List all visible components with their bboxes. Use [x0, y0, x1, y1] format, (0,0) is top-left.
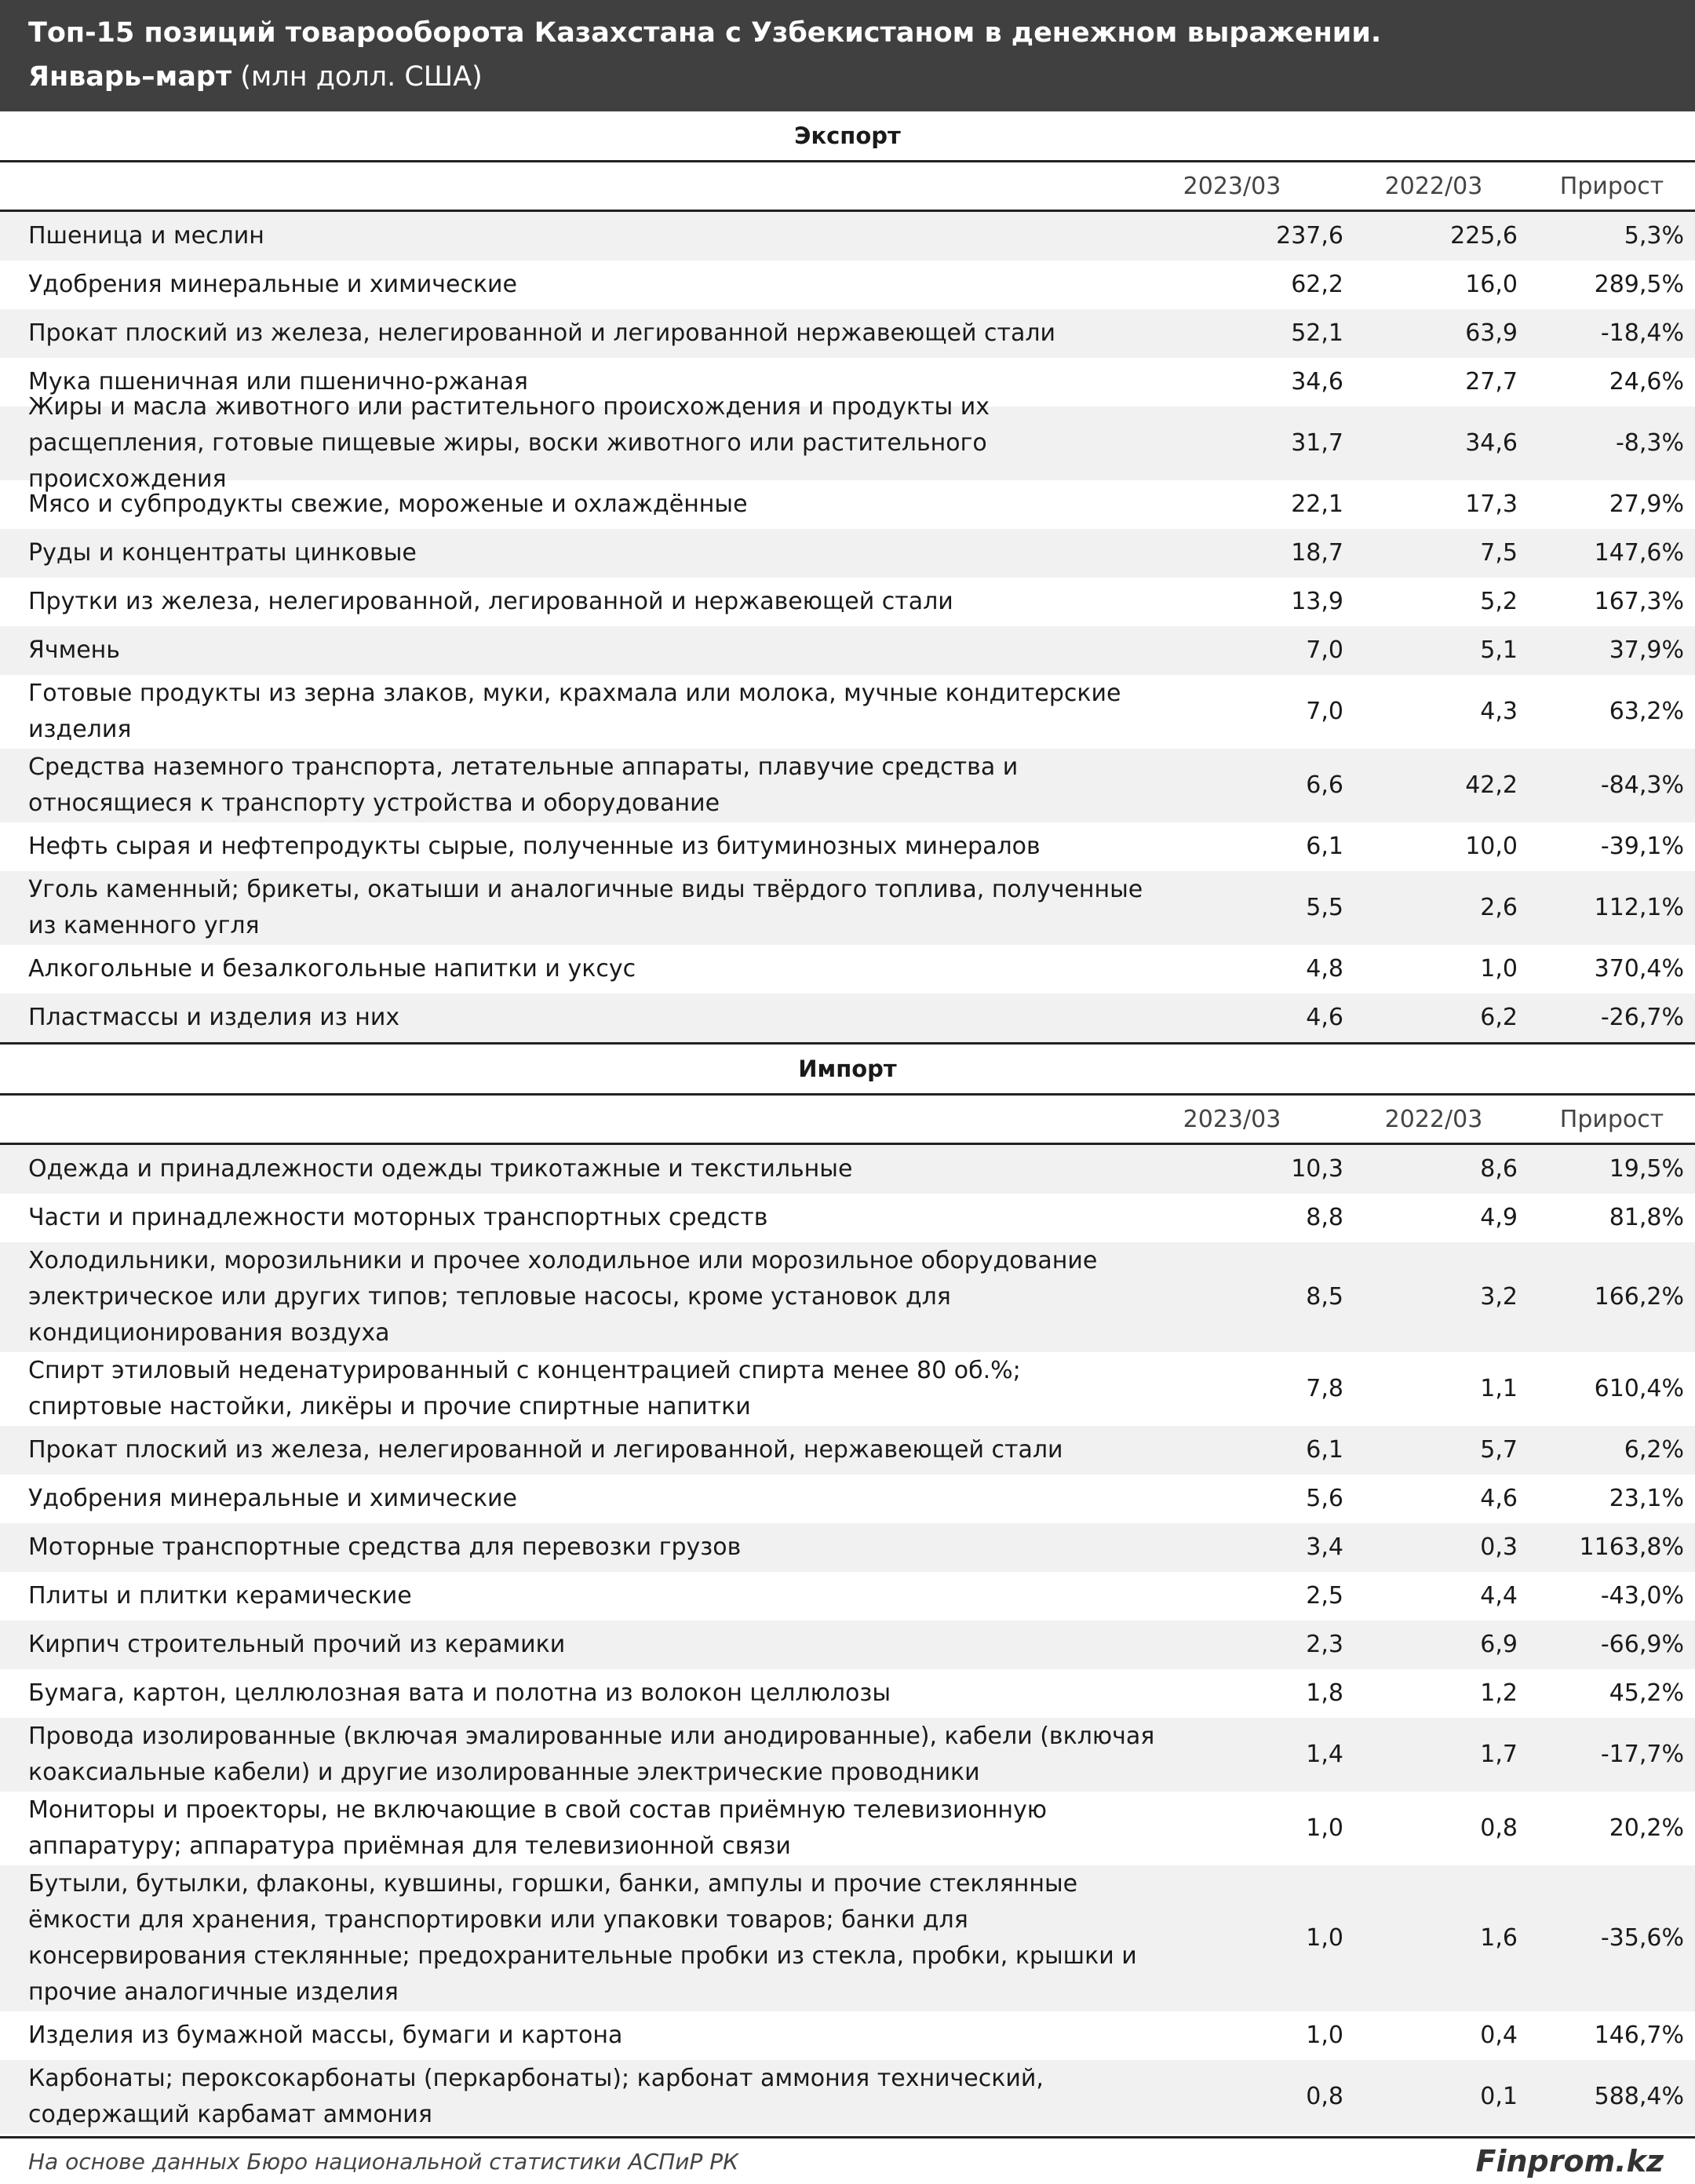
source-note: На основе данных Бюро национальной статистики АСПиР РК	[28, 2148, 739, 2175]
value-2022: 4,4	[1480, 1582, 1518, 1610]
value-2023: 8,5	[1306, 1283, 1343, 1311]
period-label: Январь–март	[28, 61, 232, 93]
value-2023: 2,5	[1306, 1582, 1343, 1610]
value-2023: 22,1	[1291, 490, 1343, 518]
value-2022: 1,6	[1480, 1924, 1518, 1952]
growth-value: 147,6%	[1594, 539, 1684, 567]
table-row	[0, 212, 1695, 261]
value-2022: 16,0	[1465, 271, 1518, 298]
row-name: Изделия из бумажной массы, бумаги и картона	[28, 2022, 623, 2049]
value-2022: 0,4	[1480, 2022, 1518, 2049]
export-rows	[0, 212, 1695, 1042]
import-rows	[0, 1145, 1695, 2134]
column-header-2023: 2023/03	[1183, 1105, 1281, 1133]
table-row	[0, 1426, 1695, 1475]
value-2023: 4,6	[1306, 1004, 1343, 1031]
row-name: Мониторы и проекторы, не включающие в свой состав приёмную телевизионную аппаратуру; аппаратура приёмная для телевизионной связи	[28, 1796, 1048, 1860]
growth-value: 588,4%	[1594, 2083, 1684, 2110]
table-row	[0, 1242, 1695, 1352]
table-header	[0, 0, 1695, 111]
growth-value: 167,3%	[1594, 588, 1684, 615]
growth-value: -43,0%	[1600, 1582, 1684, 1610]
table-row	[0, 1718, 1695, 1792]
value-2022: 10,0	[1465, 833, 1518, 860]
row-name: Мясо и субпродукты свежие, мороженые и охлаждённые	[28, 490, 748, 518]
value-2023: 31,7	[1291, 429, 1343, 457]
row-name: Ячмень	[28, 636, 120, 664]
value-2023: 2,3	[1306, 1631, 1343, 1658]
row-name: Нефть сырая и нефтепродукты сырые, полученные из битуминозных минералов	[28, 833, 1041, 860]
column-header-growth: Прирост	[1559, 172, 1664, 200]
value-2023: 237,6	[1276, 222, 1343, 250]
row-name: Пластмассы и изделия из них	[28, 1004, 400, 1031]
value-2023: 4,8	[1306, 955, 1343, 983]
table-row	[0, 1145, 1695, 1194]
growth-value: -18,4%	[1600, 319, 1684, 347]
row-name: Мука пшеничная или пшенично-ржаная	[28, 368, 528, 396]
growth-value: -8,3%	[1615, 429, 1684, 457]
table-row	[0, 1792, 1695, 1865]
value-2022: 0,1	[1480, 2083, 1518, 2110]
value-2023: 6,1	[1306, 833, 1343, 860]
row-name: Бумага, картон, целлюлозная вата и полотна из волокон целлюлозы	[28, 1679, 891, 1707]
value-2022: 0,8	[1480, 1814, 1518, 1842]
value-2022: 6,2	[1480, 1004, 1518, 1031]
value-2022: 34,6	[1465, 429, 1518, 457]
value-2022: 1,7	[1480, 1741, 1518, 1768]
table-row	[0, 2060, 1695, 2134]
table-row	[0, 1621, 1695, 1669]
row-name: Кирпич строительный прочий из керамики	[28, 1631, 566, 1658]
row-name: Бутыли, бутылки, флаконы, кувшины, горшки, банки, ампулы и прочие стеклянные ёмкости для хранения, транспортировки или упаковки товаров; банки для консервирования стеклянные; предохранительные пробки из стекла, пробки, крышки и прочие аналогичные изделия	[28, 1870, 1137, 2006]
row-name: Удобрения минеральные и химические	[28, 1485, 518, 1512]
value-2022: 17,3	[1465, 490, 1518, 518]
growth-value: 19,5%	[1609, 1155, 1684, 1183]
table-row	[0, 1475, 1695, 1523]
growth-value: 63,2%	[1609, 698, 1684, 725]
table-row	[0, 994, 1695, 1042]
value-2023: 1,0	[1306, 1814, 1343, 1842]
table-row	[0, 1194, 1695, 1242]
value-2022: 2,6	[1480, 894, 1518, 921]
row-name: Прокат плоский из железа, нелегированной и легированной нержавеющей стали	[28, 319, 1055, 347]
growth-value: 27,9%	[1609, 490, 1684, 518]
value-2022: 1,1	[1480, 1375, 1518, 1402]
growth-value: 610,4%	[1594, 1375, 1684, 1402]
growth-value: 5,3%	[1624, 222, 1684, 250]
section-title-import: Импорт	[0, 1045, 1695, 1096]
growth-value: -84,3%	[1600, 771, 1684, 799]
export-section	[0, 111, 1695, 1042]
row-name: Пшеница и меслин	[28, 222, 264, 250]
row-name: Уголь каменный; брикеты, окатыши и аналогичные виды твёрдого топлива, полученные из каменного угля	[28, 876, 1143, 939]
table-row	[0, 871, 1695, 945]
row-name: Прокат плоский из железа, нелегированной и легированной, нержавеющей стали	[28, 1436, 1063, 1464]
growth-value: 23,1%	[1609, 1485, 1684, 1512]
table-row	[0, 749, 1695, 822]
table-row	[0, 578, 1695, 626]
table-row	[0, 393, 1695, 493]
value-2022: 7,5	[1480, 539, 1518, 567]
value-2022: 6,9	[1480, 1631, 1518, 1658]
growth-value: -35,6%	[1600, 1924, 1684, 1952]
table-row	[0, 480, 1695, 529]
table-subtitle	[28, 55, 1695, 99]
row-name: Одежда и принадлежности одежды трикотажные и текстильные	[28, 1155, 853, 1183]
row-name: Моторные транспортные средства для перевозки грузов	[28, 1533, 742, 1561]
table-row	[0, 309, 1695, 358]
value-2023: 1,0	[1306, 2022, 1343, 2049]
value-2023: 62,2	[1291, 271, 1343, 298]
growth-value: 112,1%	[1594, 894, 1684, 921]
value-2023: 1,8	[1306, 1679, 1343, 1707]
table-row	[0, 822, 1695, 871]
column-header-row	[0, 162, 1695, 212]
value-2022: 8,6	[1480, 1155, 1518, 1183]
row-name: Прутки из железа, нелегированной, легированной и нержавеющей стали	[28, 588, 953, 615]
value-2022: 42,2	[1465, 771, 1518, 799]
column-header-2022: 2022/03	[1384, 172, 1483, 200]
growth-value: -17,7%	[1600, 1741, 1684, 1768]
value-2023: 5,5	[1306, 894, 1343, 921]
table-title: Топ-15 позиций товарооборота Казахстана с Узбекистаном в денежном выражении.	[28, 17, 1382, 49]
table-row	[0, 1865, 1695, 2011]
value-2022: 63,9	[1465, 319, 1518, 347]
unit-label: (млн долл. США)	[231, 61, 483, 93]
value-2023: 5,6	[1306, 1485, 1343, 1512]
column-header-2022: 2022/03	[1384, 1105, 1483, 1133]
growth-value: -26,7%	[1600, 1004, 1684, 1031]
row-name: Плиты и плитки керамические	[28, 1582, 412, 1610]
table-row	[0, 261, 1695, 309]
value-2022: 1,2	[1480, 1679, 1518, 1707]
row-name: Провода изолированные (включая эмалированные или анодированные), кабели (включая коаксиальные кабели) и другие изолированные электрические проводники	[28, 1723, 1155, 1786]
row-name: Спирт этиловый неденатурированный с концентрацией спирта менее 80 об.%; спиртовые настойки, ликёры и прочие спиртные напитки	[28, 1357, 1021, 1420]
row-name: Удобрения минеральные и химические	[28, 271, 518, 298]
value-2023: 7,0	[1306, 698, 1343, 725]
growth-value: 289,5%	[1594, 271, 1684, 298]
growth-value: 24,6%	[1609, 368, 1684, 396]
value-2023: 1,4	[1306, 1741, 1343, 1768]
growth-value: 370,4%	[1594, 955, 1684, 983]
row-name: Средства наземного транспорта, летательные аппараты, плавучие средства и относящиеся к транспорту устройства и оборудование	[28, 753, 1019, 817]
value-2023: 0,8	[1306, 2083, 1343, 2110]
table-row	[0, 529, 1695, 578]
value-2022: 4,6	[1480, 1485, 1518, 1512]
value-2022: 5,2	[1480, 588, 1518, 615]
growth-value: -39,1%	[1600, 833, 1684, 860]
value-2022: 5,1	[1480, 636, 1518, 664]
table-row	[0, 626, 1695, 675]
growth-value: 166,2%	[1594, 1283, 1684, 1311]
value-2022: 1,0	[1480, 955, 1518, 983]
column-header-growth: Прирост	[1559, 1105, 1664, 1133]
growth-value: 146,7%	[1594, 2022, 1684, 2049]
value-2023: 13,9	[1291, 588, 1343, 615]
value-2023: 1,0	[1306, 1924, 1343, 1952]
value-2022: 5,7	[1480, 1436, 1518, 1464]
table-row	[0, 1669, 1695, 1718]
growth-value: 37,9%	[1609, 636, 1684, 664]
table-row	[0, 1352, 1695, 1426]
value-2022: 4,3	[1480, 698, 1518, 725]
row-name: Карбонаты; пероксокарбонаты (перкарбонаты); карбонат аммония технический, содержащий карбамат аммония	[28, 2065, 1044, 2128]
value-2023: 52,1	[1291, 319, 1343, 347]
value-2022: 4,9	[1480, 1204, 1518, 1231]
growth-value: 6,2%	[1624, 1436, 1684, 1464]
growth-value: 1163,8%	[1579, 1533, 1684, 1561]
table-row	[0, 2011, 1695, 2060]
growth-value: -66,9%	[1600, 1631, 1684, 1658]
row-name: Холодильники, морозильники и прочее холодильное или морозильное оборудование электрическое или других типов; тепловые насосы, кроме установок для кондиционирования воздуха	[28, 1247, 1098, 1347]
value-2023: 34,6	[1291, 368, 1343, 396]
row-name: Части и принадлежности моторных транспортных средств	[28, 1204, 768, 1231]
import-section	[0, 1042, 1695, 2134]
value-2022: 3,2	[1480, 1283, 1518, 1311]
column-header-row	[0, 1096, 1695, 1145]
table-row	[0, 675, 1695, 749]
value-2023: 8,8	[1306, 1204, 1343, 1231]
value-2023: 7,8	[1306, 1375, 1343, 1402]
value-2022: 27,7	[1465, 368, 1518, 396]
value-2023: 6,6	[1306, 771, 1343, 799]
value-2023: 10,3	[1291, 1155, 1343, 1183]
value-2023: 7,0	[1306, 636, 1343, 664]
column-header-2023: 2023/03	[1183, 172, 1281, 200]
row-name: Готовые продукты из зерна злаков, муки, крахмала или молока, мучные кондитерские изделия	[28, 680, 1121, 743]
row-name: Алкогольные и безалкогольные напитки и уксус	[28, 955, 636, 983]
row-name: Руды и концентраты цинковые	[28, 539, 417, 567]
value-2023: 6,1	[1306, 1436, 1343, 1464]
section-title-export: Экспорт	[0, 111, 1695, 162]
value-2022: 225,6	[1450, 222, 1518, 250]
value-2023: 3,4	[1306, 1533, 1343, 1561]
brand-logo: Finprom.kz	[1475, 2144, 1664, 2179]
table-row	[0, 1572, 1695, 1621]
table-footer	[0, 2136, 1695, 2184]
growth-value: 20,2%	[1609, 1814, 1684, 1842]
value-2023: 18,7	[1291, 539, 1343, 567]
value-2022: 0,3	[1480, 1533, 1518, 1561]
table-row	[0, 945, 1695, 994]
growth-value: 81,8%	[1609, 1204, 1684, 1231]
row-name: Жиры и масла животного или растительного происхождения и продукты их расщепления, готовые пищевые жиры, воски животного или растительного происхождения	[28, 393, 990, 493]
table-row	[0, 1523, 1695, 1572]
growth-value: 45,2%	[1609, 1679, 1684, 1707]
